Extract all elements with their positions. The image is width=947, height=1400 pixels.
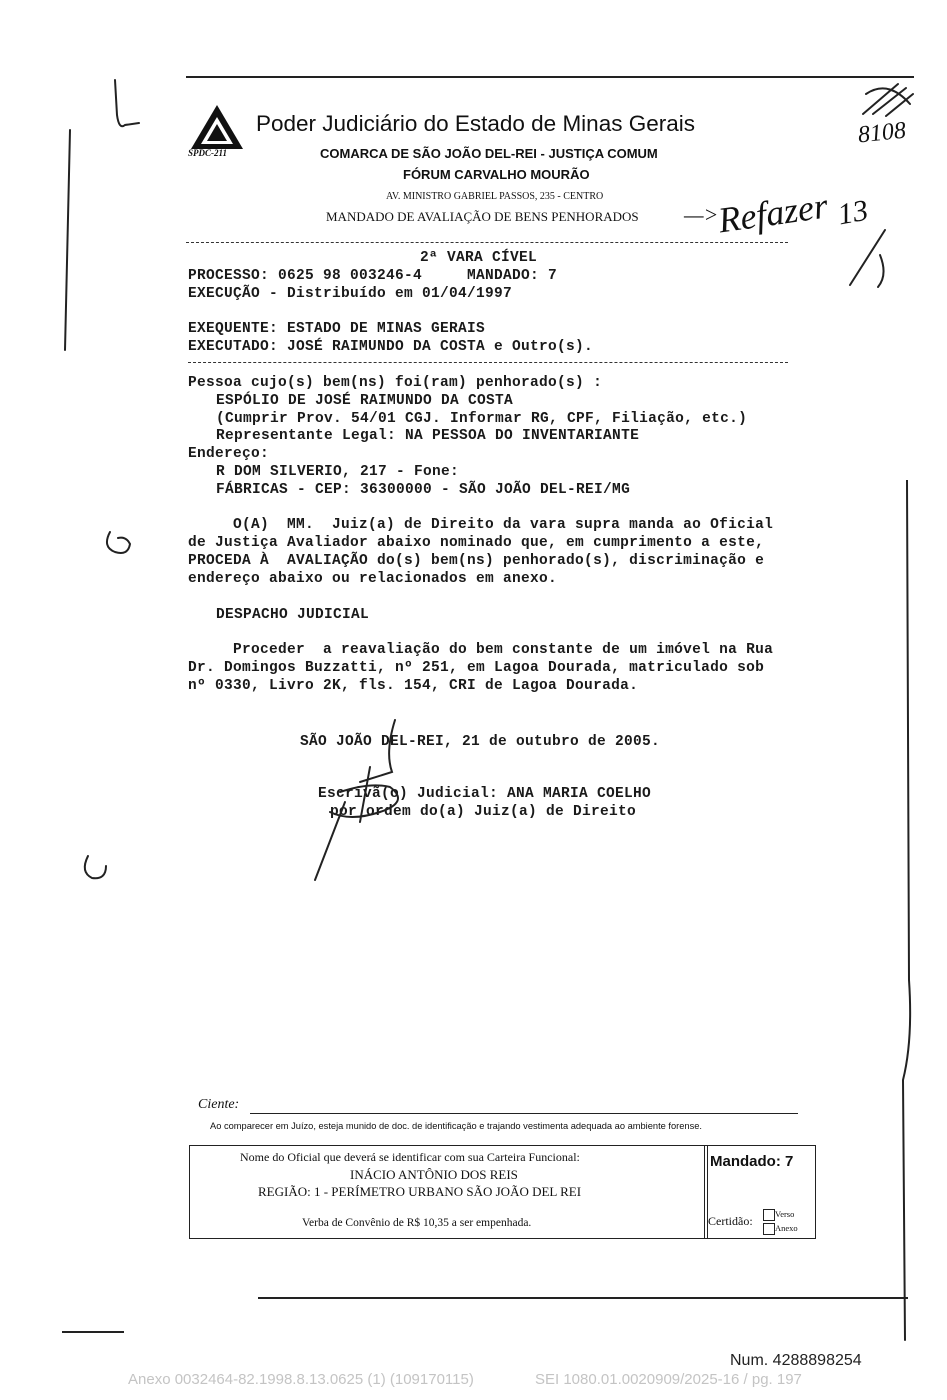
anexo-option [763,1223,798,1235]
handwritten-note: Refazer [715,185,831,241]
separator-1 [186,242,788,243]
comarca: COMARCA DE SÃO JOÃO DEL-REI - JUSTIÇA COMUM [320,146,658,161]
bottom-line-2 [62,1331,124,1333]
logo-code: SPDC-211 [188,148,228,158]
despacho-line-3: nº 0330, Livro 2K, fls. 154, CRI de Lagoa Dourada. [188,678,639,694]
margin-mark-1 [100,522,140,562]
court-logo-icon [188,102,246,154]
exequente-line: EXEQUENTE: ESTADO DE MINAS GERAIS [188,321,486,337]
officer-name: INÁCIO ANTÔNIO DOS REIS [350,1167,518,1182]
signature-line-1: Escrivã(o) Judicial: ANA MARIA COELHO [318,786,652,802]
despacho-title: DESPACHO JUDICIAL [216,607,370,623]
institution-title: Poder Judiciário do Estado de Minas Gerais [256,111,695,136]
footer-left-ref: Anexo 0032464-82.1998.8.13.0625 (1) (109170115) [128,1371,474,1388]
execucao-line: EXECUÇÃO - Distribuído em 01/04/1997 [188,286,513,302]
verba-text: Verba de Convênio de R$ 10,35 a ser empenhada. [302,1217,532,1229]
officer-label: Nome do Oficial que deverá se identificar com sua Carteira Funcional: [240,1150,580,1164]
order-line-2: de Justiça Avaliador abaixo nominado que, em cumprimento a este, [188,535,765,551]
anexo-label: Anexo [775,1223,798,1233]
verso-checkbox [763,1209,775,1221]
margin-bracket [55,120,85,360]
margin-mark-2 [78,848,118,888]
processo-line: PROCESSO: 0625 98 003246-4 MANDADO: 7 [188,268,558,284]
separator-2 [188,362,788,363]
corner-stamp-scribble [858,74,918,124]
order-line-1: O(A) MM. Juiz(a) de Direito da vara supra manda ao Oficial [188,517,774,533]
date-line: SÃO JOÃO DEL-REI, 21 de outubro de 2005. [300,734,661,750]
handwritten-arrow: —> [684,202,719,227]
ciente-label: Ciente: [198,1097,240,1112]
pessoa-name: ESPÓLIO DE JOSÉ RAIMUNDO DA COSTA [216,393,514,409]
top-border-line [186,76,914,78]
despacho-line-1: Proceder a reavaliação do bem constante de um imóvel na Rua [188,642,774,658]
margin-scribble-top [95,75,155,145]
certidao-label: Certidão: [708,1214,753,1228]
pessoa-instr: (Cumprir Prov. 54/01 CGJ. Informar RG, CPF, Filiação, etc.) [216,411,748,427]
despacho-line-2: Dr. Domingos Buzzatti, nº 251, em Lagoa Dourada, matriculado sob [188,660,765,676]
executado-line: EXECUTADO: JOSÉ RAIMUNDO DA COSTA e Outro(s). [188,339,594,355]
bottom-line-1 [258,1297,908,1299]
handwritten-slash [840,225,900,295]
doc-title: MANDADO DE AVALIAÇÃO DE BENS PENHORADOS [326,209,639,224]
order-line-3: PROCEDA À AVALIAÇÃO do(s) bem(ns) penhorado(s), discriminação e [188,553,765,569]
handwritten-number: 13 [835,193,871,232]
officer-region: REGIÃO: 1 - PERÍMETRO URBANO SÃO JOÃO DEL REI [258,1184,582,1199]
address-line-2: FÁBRICAS - CEP: 36300000 - SÃO JOÃO DEL-REI/MG [216,482,631,498]
anexo-checkbox [763,1223,775,1235]
pessoa-rep: Representante Legal: NA PESSOA DO INVENTARIANTE [216,428,640,444]
pessoa-label: Pessoa cujo(s) bem(ns) foi(ram) penhorado(s) : [188,375,603,391]
ciente-line [250,1113,798,1114]
court-notice: Ao comparecer em Juízo, esteja munido de doc. de identificação e trajando vestimenta adequada ao ambiente forense. [210,1121,703,1131]
order-line-4: endereço abaixo ou relacionados em anexo. [188,571,558,587]
mandado-number: Mandado: 7 [710,1153,794,1170]
right-edge-line [895,480,925,1350]
vara: 2ª VARA CÍVEL [420,250,538,266]
corner-stamp: 8108 [856,117,908,149]
forum: FÓRUM CARVALHO MOURÃO [403,167,590,182]
address: AV. MINISTRO GABRIEL PASSOS, 235 - CENTRO [386,191,604,202]
page-num: Num. 4288898254 [730,1352,862,1369]
handwritten-signature [300,712,460,892]
endereco-label: Endereço: [188,446,270,462]
signature-line-2: por ordem do(a) Juiz(a) de Direito [330,804,637,820]
footer-right-ref: SEI 1080.01.0020909/2025-16 / pg. 197 [535,1371,802,1388]
verso-label: Verso [775,1209,795,1219]
address-line-1: R DOM SILVERIO, 217 - Fone: [216,464,460,480]
verso-option [763,1209,794,1221]
